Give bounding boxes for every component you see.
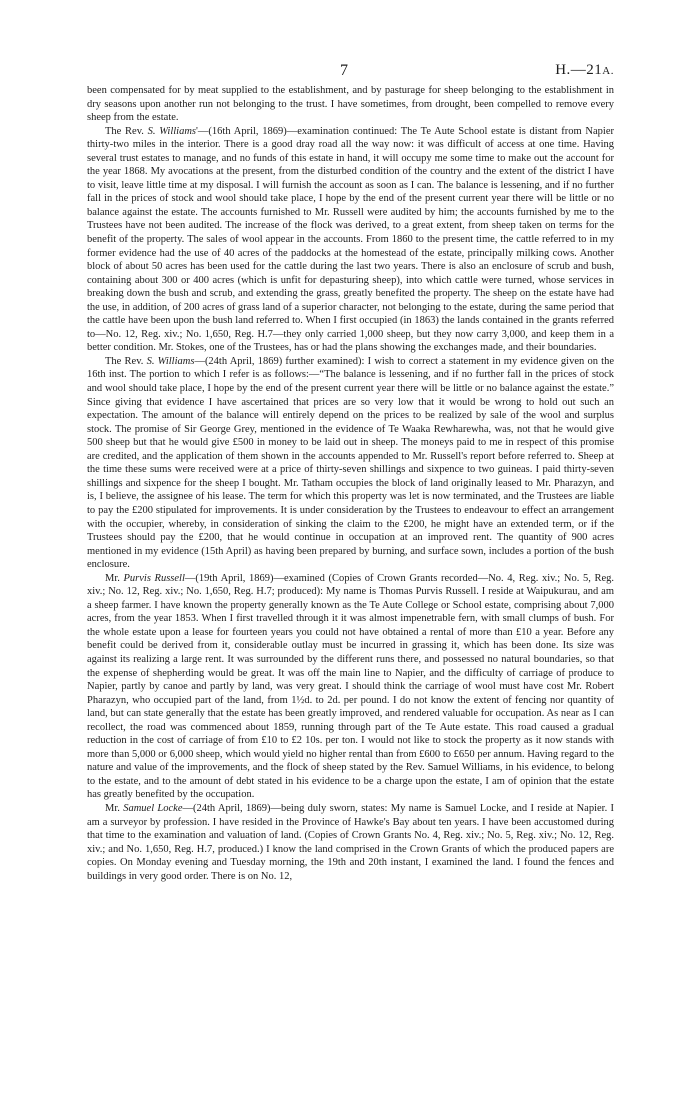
paragraph-text: —(19th April, 1869)—examined (Copies of Crown Grants recorded—No. 4, Reg. xiv.; No. 5, Reg. xiv.; No. 12, Reg. xiv.; No. 1,650, Reg. H.7; produced): My name is Thomas Purvis Russell. I reside at Waipukurau, and am a sheep farmer. I have known the property generally known as the Te Aute College or School estate, comprising about 7,000 acres, from the year 1853. When I first travelled through it it was almost impenetrable fern, with small clumps of bush. For the whole estate upon a lease for fourteen years you could not have obtained a rental of more than £10 a year. Before any benefit could be derived from it, considerable outlay must be incurred in grassing it, which has been done. Its size was against its realizing a large rent. It was surrounded by the different runs there, and possessed no natural boundaries, so that the expense of shepherding would be great. It was off the main line to Napier, and the difficulty of carriage of produce to Napier, partly by canoe and partly by land, was very great. I should think the carriage of wool must have cost Mr. Robert Pharazyn, who occupied part of the land, from 1½d. to 2d. per pound. I do not know the extent of fencing nor quantity of land, but can state generally that the estate has been greatly improved, and rendered valuable for occupation. As near as I can recollect, the road was commenced about 1859, running through part of the Te Aute estate. This road caused a gradual reduction in the cost of carriage of from £10 to £2 10s. per ton. I would not like to stock the property as it now stands with more than 5,000 or 6,000 sheep, which would yield no higher rental than from £600 to £650 per annum. Having regard to the nature and value of the improvements, and the flock of sheep stated by the Rev. Samuel Williams, in his evidence, to belong to the estate, and to the amount of debt stated in his evidence to be a charge upon the estate, I am of opinion that the estate has greatly benefited by the occupation. <box>87 572 614 801</box>
paragraph-lead: Mr. <box>105 802 124 814</box>
document-reference-main: H.—21 <box>555 62 603 78</box>
paragraph-continued <box>87 84 614 125</box>
page-number: 7 <box>340 62 348 79</box>
paragraph-text: —(24th April, 1869) further examined): I wish to correct a statement in my evidence given on the 16th inst. The portion to which I refer is as follows:—“The balance is lessening, and if no further fall in the prices of stock and wool should take place, I hope by the end of the present current year there will be little or no balance against the estate.” Since giving that evidence I have ascertained that prices are so very low that it would be wrong to hold out such an expectation. The amount of the balance will entirely depend on the prices to be realized by sale of the wool and surplus stock. The promise of Sir George Grey, mentioned in the evidence of Te Waaka Rewharewha, was, not that he would give 500 sheep but that he would give £500 in money to be laid out in sheep. The moneys paid to me in respect of this promise are credited, and the application of them shown in the accounts appended to Mr. Russell's report before referred to. Sheep at the time these sums were received were at a price of thirty-seven shillings and sixpence to two guineas. I paid thirty-seven shillings and sixpence for the sheep I bought. Mr. Tatham occupies the block of land originally leased to Mr. Pharazyn, and is, I believe, the assignee of his lease. The term for which this property was let is now terminated, and the Trustees are liable to pay the £200 stipulated for improvements. It is under consideration by the Trustees to endeavour to effect an arrangement with the occupier, whereby, in consideration of sinking the claim to the £200, he might have an extended term, or if the Trustees should pay the £200, that he would continue in occupation at an improved rent. The quantity of 900 acres mentioned in my evidence (15th April) as having been prepared by burning, and surface sown, includes a portion of the bush enclosure. <box>87 355 614 571</box>
paragraph-williams-24-april <box>87 355 614 572</box>
paragraph-samuel-locke <box>87 802 614 883</box>
paragraph-williams-16-april <box>87 125 614 355</box>
witness-name: S. Williams <box>146 355 195 367</box>
paragraph-lead: The Rev. <box>105 355 147 367</box>
witness-name: Samuel Locke <box>123 802 183 814</box>
page-header <box>87 62 614 82</box>
witness-name: Purvis Russell <box>123 572 185 584</box>
paragraph-text: '—(16th April, 1869)—examination continued: The Te Aute School estate is distant from Napier thirty-two miles in the interior. There is a good dray road all the way now: it was difficult of access at one time. Having several trust estates to manage, and no funds of this estate in hand, it will occupy me some time to make out the account for the year 1868. My avocations at the present, from the disturbed condition of the country and the extent of the district I have to visit, leave little time at my disposal. I will furnish the account as soon as I can. The balance is lessening, and if no further fall in the prices of stock and wool should take place, I hope by the end of the present current year there will be little or no balance against the estate. The accounts furnished to Mr. Russell were audited by him; the accounts furnished by me to the Trustees have not been audited. The increase of the flock was derived, to a great extent, from sheep taken on terms for the benefit of the property. The sales of wool appear in the accounts. From 1860 to the present time, the cattle referred to in my former evidence had the use of 40 acres of the paddocks at the homestead of the estate, principally milking cows. Another block of about 50 acres has been used for the cattle during the last two years. There is also an enclosure of scrub and bush, containing about 300 or 400 acres (which is unfit for depasturing sheep), into which cattle were turned, whose services in breaking down the bush and scrub, and extending the grass, greatly benefited the property. The sheep on the estate have had the use, in addition, of 200 acres of grass land of a superior character, not belonging to the estate, during the same period that the cattle have been upon the bush land referred to. When I first occupied (in 1863) the lands contained in the grants referred to—No. 12, Reg. xiv.; No. 1,650, Reg. H.7—they only carried 1,000 sheep, but they now carry 3,000, and keep them in a better condition. Mr. Stokes, one of the Trustees, has or had the plans showing the exchanges made, and their boundaries. <box>87 125 614 354</box>
document-body <box>87 84 614 883</box>
paragraph-purvis-russell <box>87 572 614 802</box>
paragraph-text: been compensated for by meat supplied to the establishment, and by pasturage for sheep belonging to the establishment in dry seasons upon another run not belonging to the trust. I have sometimes, from drought, been compelled to remove every sheep from the estate. <box>87 85 614 124</box>
paragraph-lead: Mr. <box>105 572 124 584</box>
document-reference <box>555 62 614 79</box>
document-reference-suffix: A. <box>602 65 614 77</box>
paragraph-text: —(24th April, 1869)—being duly sworn, states: My name is Samuel Locke, and I reside at Napier. I am a surveyor by profession. I have resided in the Province of Hawke's Bay about ten years. I have been accustomed during that time to the examination and valuation of land. (Copies of Crown Grants No. 4, Reg. xiv.; No. 5, Reg. xiv.; No. 12, Reg. xiv.; and No. 1,650, Reg. H.7, produced.) I know the land comprised in the Crown Grants of which the produced papers are copies. On Monday evening and Tuesday morning, the 19th and 20th instant, I examined the land. I found the fences and buildings in very good order. There is on No. 12, <box>87 802 614 882</box>
witness-name: S. Williams <box>147 125 197 137</box>
paragraph-lead: The Rev. <box>105 125 148 137</box>
